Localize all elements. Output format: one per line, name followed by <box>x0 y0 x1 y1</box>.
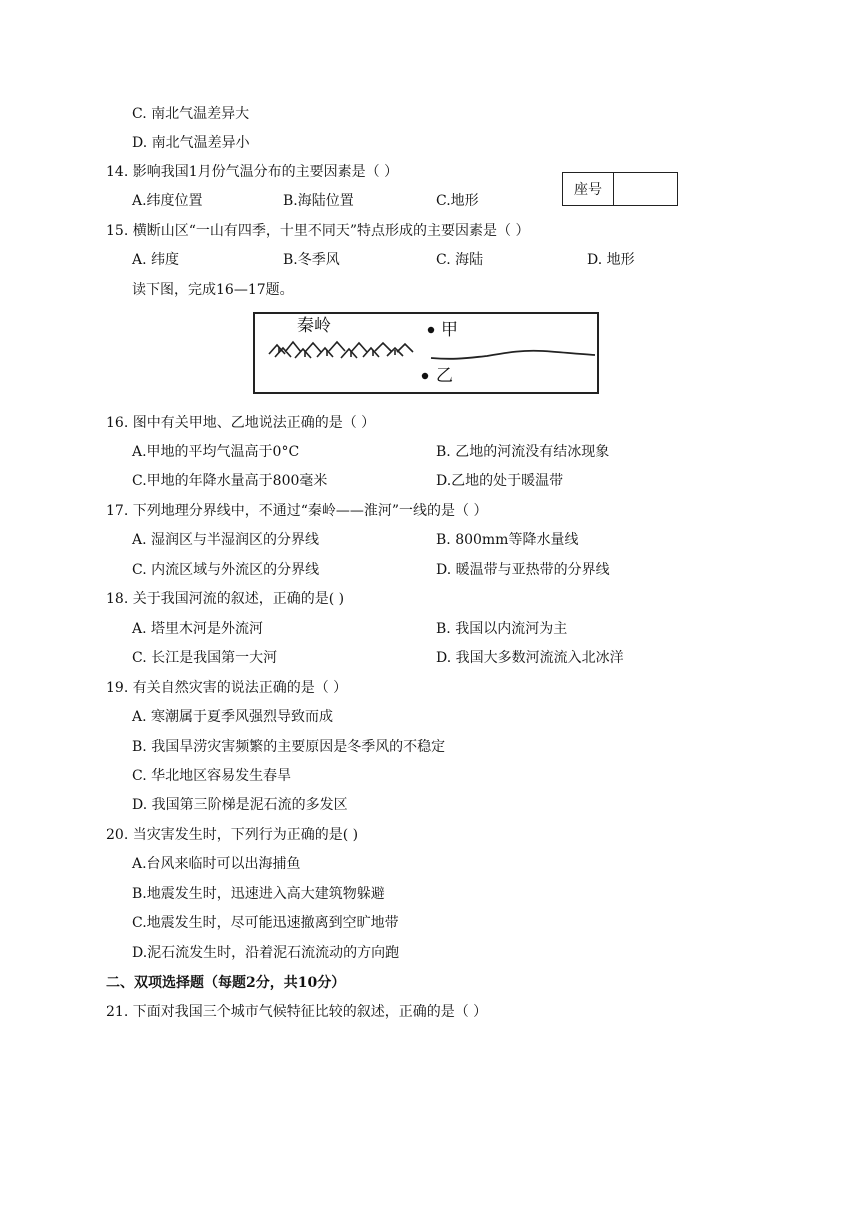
figure-instruction: 读下图，完成16—17题。 <box>132 282 294 298</box>
q20-option-d: D.泥石流发生时，沿着泥石流流动的方向跑 <box>132 945 400 961</box>
seat-number-label: 座号 <box>574 182 602 198</box>
q20-option-b: B.地震发生时，迅速进入高大建筑物躲避 <box>132 886 385 902</box>
point-yi-dot <box>422 373 428 379</box>
point-jia-label: 甲 <box>441 320 458 340</box>
q13-option-c: C. 南北气温差异大 <box>132 106 250 122</box>
q16-stem: 16. 图中有关甲地、乙地说法正确的是（ ） <box>106 415 376 431</box>
q20-option-a: A.台风来临时可以出海捕鱼 <box>132 856 301 872</box>
mountain-symbols <box>269 342 413 358</box>
q15-option-d: D. 地形 <box>587 252 635 268</box>
q18-option-d: D. 我国大多数河流流入北冰洋 <box>436 650 624 666</box>
qinling-figure <box>253 312 599 394</box>
q15-option-a: A. 纬度 <box>132 252 180 268</box>
q16-option-a: A.甲地的平均气温高于0°C <box>132 444 300 460</box>
q19-option-a: A. 寒潮属于夏季风强烈导致而成 <box>132 709 334 725</box>
qinling-huaihe-line <box>431 351 595 359</box>
q18-stem: 18. 关于我国河流的叙述，正确的是( ) <box>106 591 345 607</box>
q15-stem: 15. 横断山区“一山有四季，十里不同天”特点形成的主要因素是（ ） <box>106 223 530 239</box>
q21-stem: 21. 下面对我国三个城市气候特征比较的叙述，正确的是（ ） <box>106 1004 488 1020</box>
q17-option-c: C. 内流区域与外流区的分界线 <box>132 562 320 578</box>
q13-option-d: D. 南北气温差异小 <box>132 135 250 151</box>
q15-option-b: B.冬季风 <box>283 252 340 268</box>
q16-option-b: B. 乙地的河流没有结冰现象 <box>436 444 610 460</box>
seat-number-field[interactable] <box>613 173 677 205</box>
q19-option-d: D. 我国第三阶梯是泥石流的多发区 <box>132 797 348 813</box>
q14-stem: 14. 影响我国1月份气温分布的主要因素是（ ） <box>106 164 399 180</box>
q18-option-b: B. 我国以内流河为主 <box>436 621 568 637</box>
q18-option-a: A. 塔里木河是外流河 <box>132 621 264 637</box>
q17-stem: 17. 下列地理分界线中，不通过“秦岭——淮河”一线的是（ ） <box>106 503 488 519</box>
point-yi-label: 乙 <box>436 366 453 386</box>
seat-number-box <box>562 172 678 206</box>
q20-option-c: C.地震发生时，尽可能迅速撤离到空旷地带 <box>132 915 399 931</box>
q17-option-b: B. 800mm等降水量线 <box>436 532 579 548</box>
q19-option-c: C. 华北地区容易发生春旱 <box>132 768 292 784</box>
q14-option-b: B.海陆位置 <box>283 193 354 209</box>
q15-option-c: C. 海陆 <box>436 252 484 268</box>
q20-stem: 20. 当灾害发生时，下列行为正确的是( ) <box>106 827 359 843</box>
section-two-title: 二、双项选择题（每题2分，共10分） <box>106 975 346 991</box>
q17-option-a: A. 湿润区与半湿润区的分界线 <box>132 532 320 548</box>
point-jia-dot <box>428 327 434 333</box>
q16-option-c: C.甲地的年降水量高于800毫米 <box>132 473 328 489</box>
q19-stem: 19. 有关自然灾害的说法正确的是（ ） <box>106 680 348 696</box>
qinling-label: 秦岭 <box>297 316 331 336</box>
q14-option-a: A.纬度位置 <box>132 193 203 209</box>
q16-option-d: D.乙地的处于暖温带 <box>436 473 564 489</box>
q14-option-c: C.地形 <box>436 193 479 209</box>
q18-option-c: C. 长江是我国第一大河 <box>132 650 278 666</box>
q17-option-d: D. 暖温带与亚热带的分界线 <box>436 562 610 578</box>
q19-option-b: B. 我国旱涝灾害频繁的主要原因是冬季风的不稳定 <box>132 739 446 755</box>
